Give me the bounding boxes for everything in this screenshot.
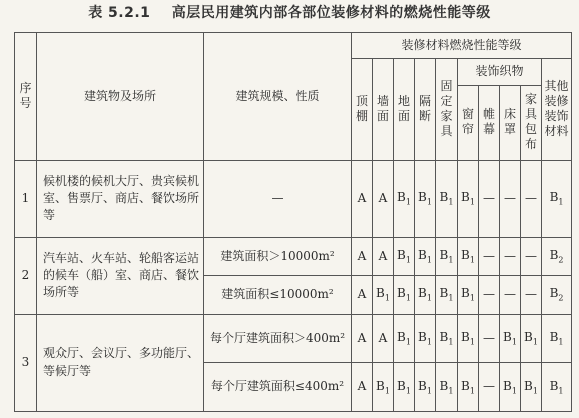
header-furniture: 固定家具: [436, 59, 458, 160]
value-cell: $B_1$: [436, 363, 458, 412]
header-building: 建筑物及场所: [37, 33, 204, 161]
value-cell: A: [352, 314, 373, 363]
table-row: [15, 237, 572, 276]
value-cell: $B_1$: [458, 363, 479, 412]
row-building: 候机楼的候机大厅、贵宾候机室、售票厅、商店、餐饮场所等: [37, 160, 204, 237]
value-cell: $B_1$: [394, 237, 415, 276]
value-cell: $B_1$: [521, 363, 542, 412]
header-upholstery: 家具包布: [521, 85, 542, 160]
row-building: 汽车站、火车站、轮船客运站的候车（船）室、商店、餐饮场所等: [37, 237, 204, 314]
row-building: 观众厅、会议厅、多功能厅、等候厅等: [37, 314, 204, 411]
table-number: 表 5.2.1: [88, 5, 151, 21]
value-cell: $B_1$: [436, 314, 458, 363]
row-scale: 建筑面积＞10000m²: [204, 237, 352, 276]
row-scale: 每个厅建筑面积≤400m²: [204, 363, 352, 412]
value-cell: A: [352, 363, 373, 412]
value-cell: $B_1$: [436, 276, 458, 315]
header-bedcover: 床罩: [500, 85, 521, 160]
value-cell: —: [521, 237, 542, 276]
header-floor: 地面: [394, 59, 415, 160]
value-cell: —: [521, 160, 542, 237]
header-curtain: 窗帘: [458, 85, 479, 160]
value-cell: $B_1$: [373, 363, 394, 412]
header-other: 其他装修装饰材料: [542, 59, 572, 160]
value-cell: —: [479, 237, 500, 276]
value-cell: $B_1$: [394, 276, 415, 315]
row-scale: —: [204, 160, 352, 237]
value-cell: $B_1$: [394, 314, 415, 363]
value-cell: $B_1$: [500, 314, 521, 363]
value-cell: —: [479, 363, 500, 412]
value-cell: A: [373, 160, 394, 237]
value-cell: —: [500, 276, 521, 315]
table-caption: [0, 2, 579, 22]
value-cell: —: [500, 237, 521, 276]
row-scale: 每个厅建筑面积＞400m²: [204, 314, 352, 363]
value-cell: $B_1$: [500, 363, 521, 412]
value-cell: $B_1$: [436, 237, 458, 276]
value-cell: —: [479, 276, 500, 315]
row-seq: 3: [15, 314, 37, 411]
value-cell: $B_1$: [415, 160, 436, 237]
header-rating-group: 装修材料燃烧性能等级: [352, 33, 572, 59]
value-cell: A: [373, 314, 394, 363]
value-cell: $B_1$: [542, 314, 572, 363]
header-seq: 序号: [15, 33, 37, 161]
value-cell: $B_1$: [521, 314, 542, 363]
value-cell: $B_1$: [436, 160, 458, 237]
table-title: 高层民用建筑内部各部位装修材料的燃烧性能等级: [171, 5, 491, 21]
value-cell: —: [521, 276, 542, 315]
fire-rating-table: [14, 32, 572, 412]
value-cell: —: [500, 160, 521, 237]
value-cell: $B_1$: [458, 314, 479, 363]
value-cell: $B_1$: [458, 160, 479, 237]
value-cell: $B_1$: [542, 160, 572, 237]
value-cell: $B_1$: [415, 363, 436, 412]
value-cell: $B_1$: [415, 276, 436, 315]
value-cell: A: [352, 276, 373, 315]
row-seq: 2: [15, 237, 37, 314]
value-cell: —: [479, 160, 500, 237]
header-ceiling: 顶棚: [352, 59, 373, 160]
value-cell: $B_1$: [458, 276, 479, 315]
header-drape: 帷幕: [479, 85, 500, 160]
value-cell: A: [373, 237, 394, 276]
row-scale: 建筑面积≤10000m²: [204, 276, 352, 315]
value-cell: $B_1$: [394, 160, 415, 237]
table-row: [15, 160, 572, 237]
value-cell: A: [352, 160, 373, 237]
value-cell: $B_1$: [415, 314, 436, 363]
value-cell: A: [352, 237, 373, 276]
value-cell: —: [479, 314, 500, 363]
value-cell: $B_1$: [373, 276, 394, 315]
header-scale: 建筑规模、性质: [204, 33, 352, 161]
value-cell: $B_1$: [542, 363, 572, 412]
value-cell: $B_2$: [542, 276, 572, 315]
table-row: [15, 314, 572, 363]
header-fabric: 装饰织物: [458, 59, 542, 85]
value-cell: $B_2$: [542, 237, 572, 276]
row-seq: 1: [15, 160, 37, 237]
header-partition: 隔断: [415, 59, 436, 160]
value-cell: $B_1$: [458, 237, 479, 276]
value-cell: $B_1$: [415, 237, 436, 276]
value-cell: $B_1$: [394, 363, 415, 412]
header-wall: 墙面: [373, 59, 394, 160]
